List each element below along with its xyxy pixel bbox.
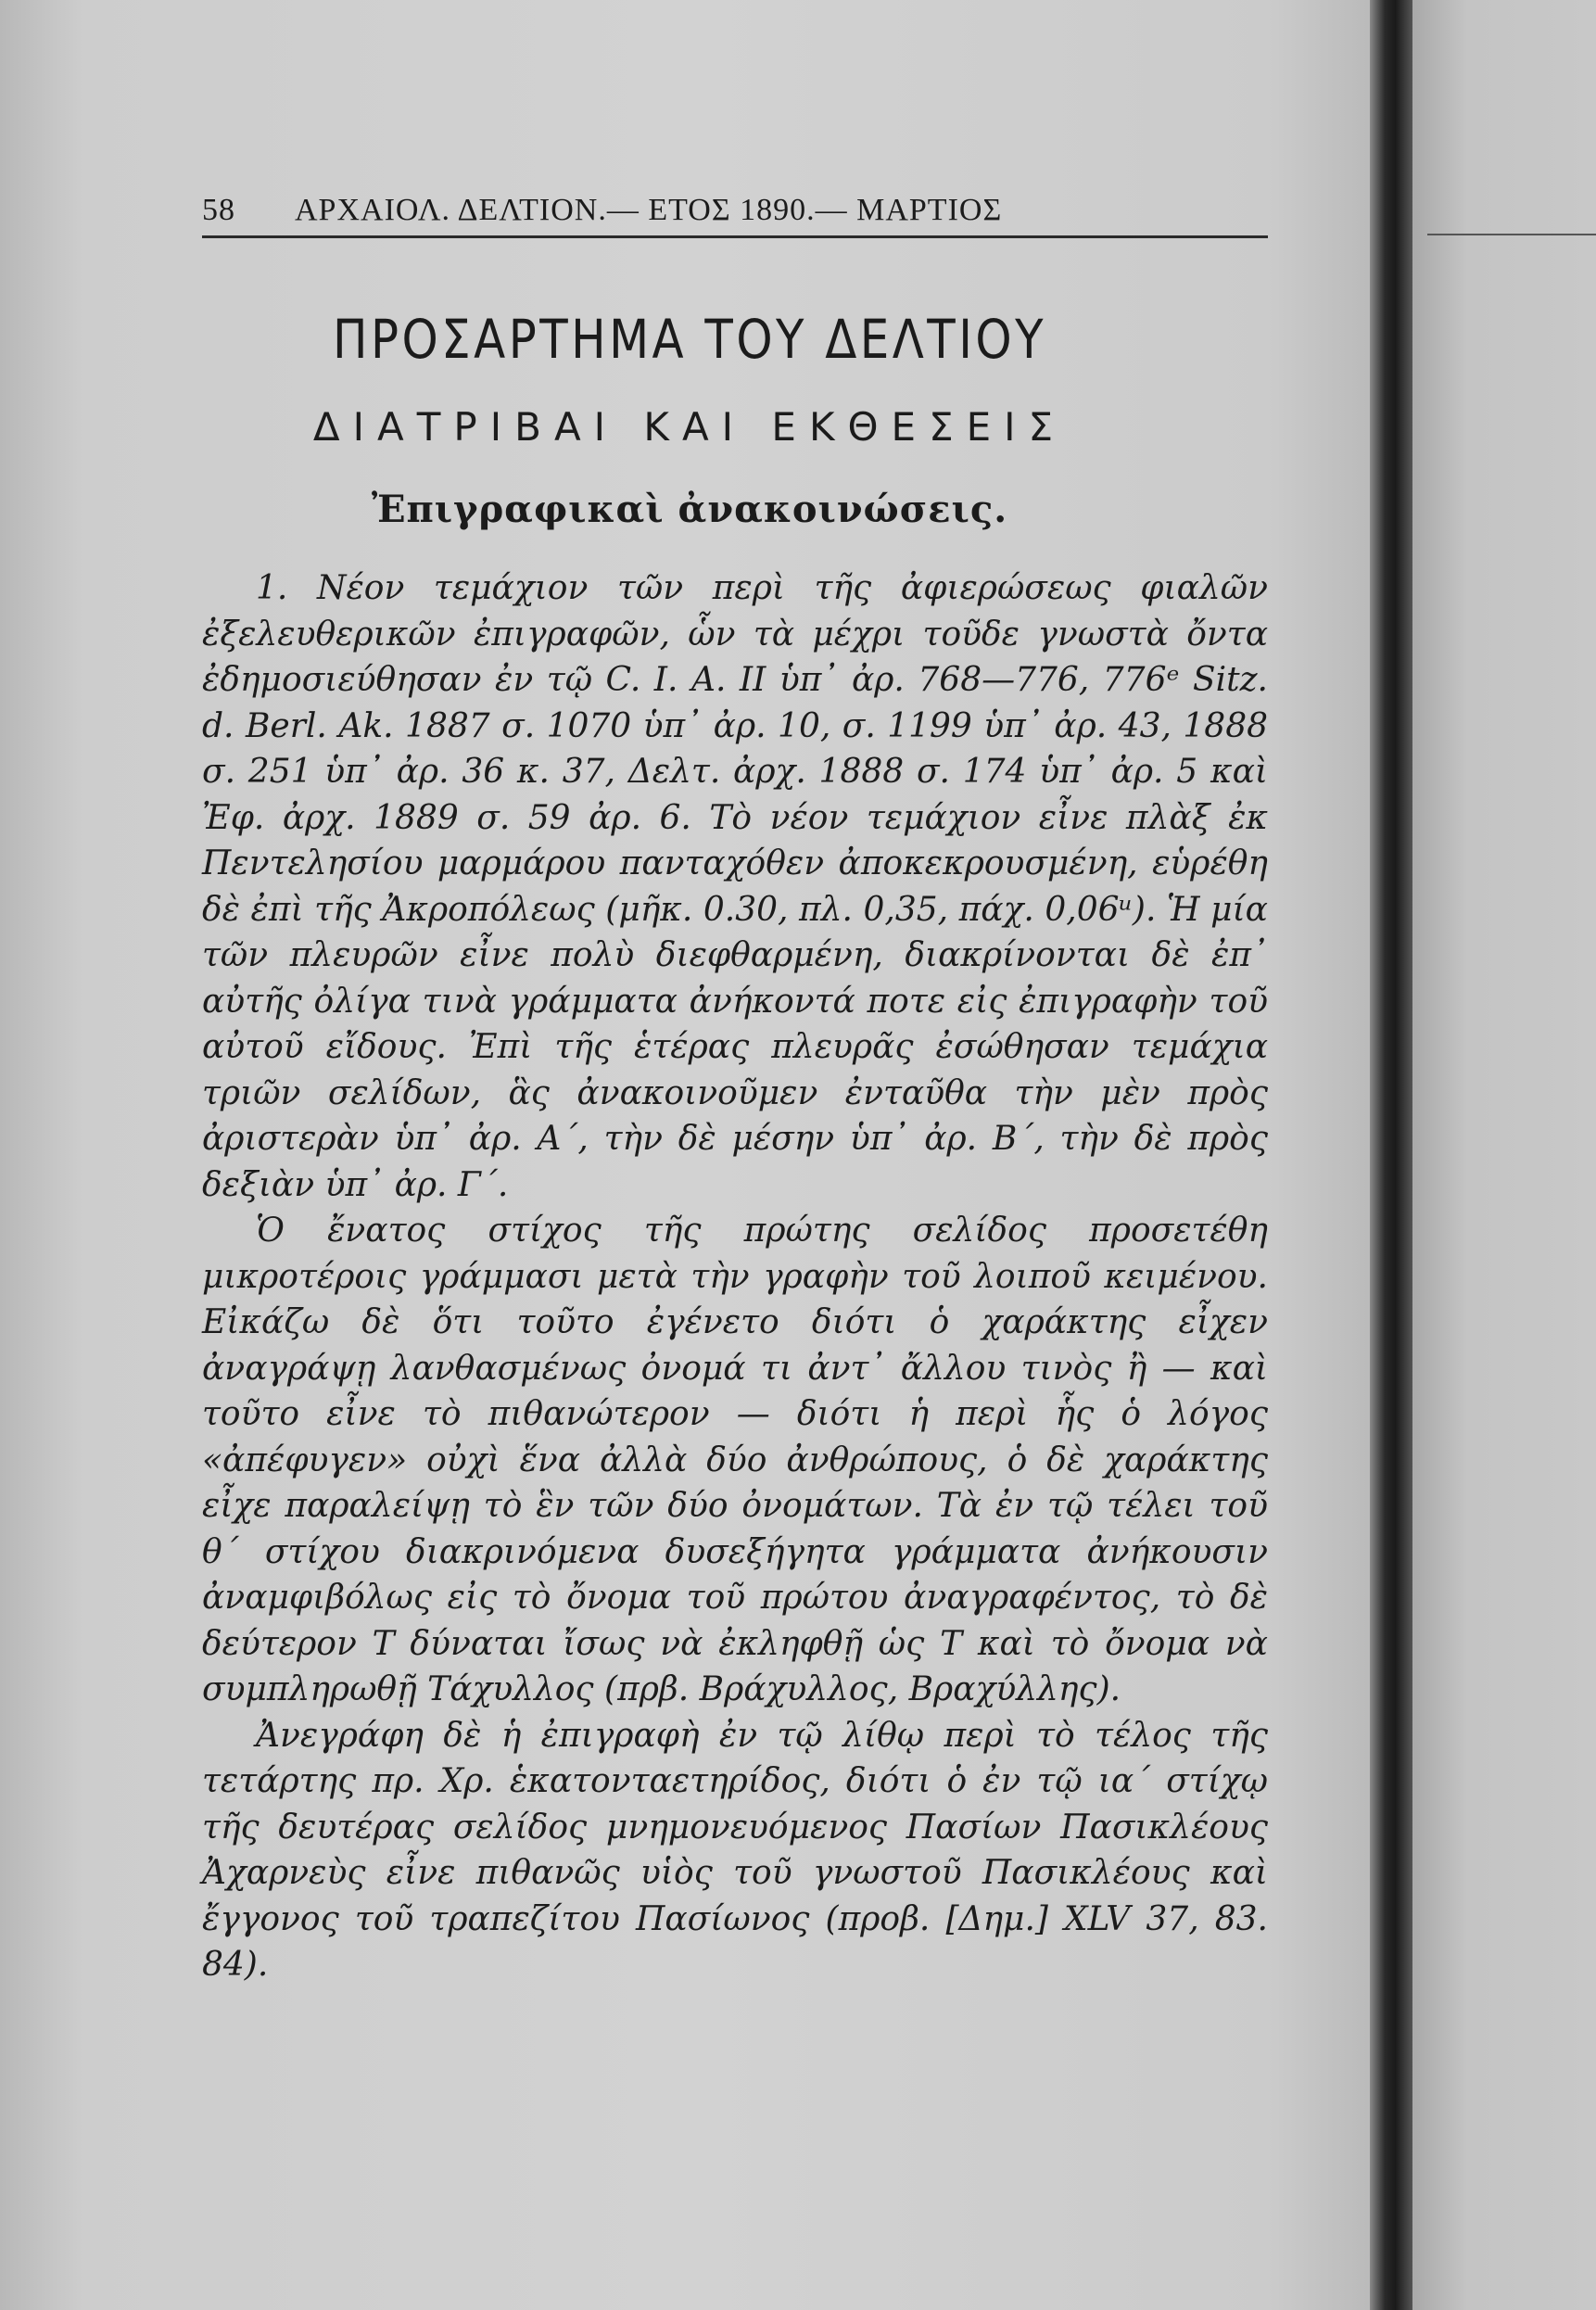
book-gutter	[1370, 0, 1412, 2310]
article-body	[202, 565, 1268, 1988]
paragraph-2: Ὁ ἔνατος στίχος τῆς πρώτης σελίδος προσετέθη μικροτέροις γράμμασι μετὰ τὴν γραφὴν τοῦ λοιποῦ κειμένου. Εἰκάζω δὲ ὅτι τοῦτο ἐγένετο διότι ὁ χαράκτης εἶχεν ἀναγράψῃ λανθασμένως ὀνομά τι ἀντ᾽ ἄλλου τινὸς ἢ — καὶ τοῦτο εἶνε τὸ πιθανώτερον — διότι ἡ περὶ ἧς ὁ λόγος «ἀπέφυγεν» οὐχὶ ἕνα ἀλλὰ δύο ἀνθρώπους, ὁ δὲ χαράκτης εἶχε παραλείψῃ τὸ ἓν τῶν δύο ὀνομάτων. Τὰ ἐν τῷ τέλει τοῦ θ΄ στίχου διακρινόμενα δυσεξήγητα γράμματα ἀνήκουσιν ἀναμφιβόλως εἰς τὸ ὄνομα τοῦ πρώτου ἀναγραφέντος, τὸ δὲ δεύτερον Τ δύναται ἴσως νὰ ἐκληφθῇ ὡς Τ καὶ τὸ ὄνομα νὰ συμπληρωθῇ Τάχυλλος (πρβ. Βράχυλλος, Βραχύλλης).	[202, 1212, 1268, 1708]
header-rule	[202, 235, 1268, 238]
running-head	[202, 193, 1268, 228]
paragraph-1: 1. Νέον τεμάχιον τῶν περὶ τῆς ἀφιερώσεως φιαλῶν ἐξελευθερικῶν ἐπιγραφῶν, ὧν τὰ μέχρι τοῦδε γνωστὰ ὄντα ἐδημοσιεύθησαν ἐν τῷ C. I. A. II ὑπ᾽ ἀρ. 768—776, 776ᵉ Sitz. d. Berl. Ak. 1887 σ. 1070 ὑπ᾽ ἀρ. 10, σ. 1199 ὑπ᾽ ἀρ. 43, 1888 σ. 251 ὑπ᾽ ἀρ. 36 κ. 37, Δελτ. ἀρχ. 1888 σ. 174 ὑπ᾽ ἀρ. 5 καὶ Ἐφ. ἀρχ. 1889 σ. 59 ἀρ. 6. Τὸ νέον τεμάχιον εἶνε πλὰξ ἐκ Πεντελησίου μαρμάρου πανταχόθεν ἀποκεκρουσμένη, εὑρέθη δὲ ἐπὶ τῆς Ἀκροπόλεως (μῆκ. 0.30, πλ. 0,35, πάχ. 0,06ᵘ). Ἡ μία τῶν πλευρῶν εἶνε πολὺ διεφθαρμένη, διακρίνονται δὲ ἐπ᾽ αὐτῆς ὀλίγα τινὰ γράμματα ἀνήκοντά ποτε εἰς ἐπιγραφὴν τοῦ αὐτοῦ εἴδους. Ἐπὶ τῆς ἑτέρας πλευρᾶς ἐσώθησαν τεμάχια τριῶν σελίδων, ἃς ἀνακοινοῦμεν ἐνταῦθα τὴν μὲν πρὸς ἀριστερὰν ὑπ᾽ ἀρ. Α΄, τὴν δὲ μέσην ὑπ᾽ ἀρ. Β΄, τὴν δὲ πρὸς δεξιὰν ὑπ᾽ ἀρ. Γ΄.	[202, 569, 1268, 1204]
appendix-subtitle: ΔΙΑΤΡΙΒΑΙ ΚΑΙ ΕΚΘΕΣΕΙΣ	[312, 404, 1067, 450]
paragraph-3: Ἀνεγράφη δὲ ἡ ἐπιγραφὴ ἐν τῷ λίθῳ περὶ τὸ τέλος τῆς τετάρτης πρ. Χρ. ἑκατονταετηρίδος, διότι ὁ ἐν τῷ ια΄ στίχῳ τῆς δευτέρας σελίδος μνημονευόμενος Πασίων Πασικλέους Ἀχαρνεὺς εἶνε πιθανῶς υἱὸς τοῦ γνωστοῦ Πασικλέους καὶ ἔγγονος τοῦ τραπεζίτου Πασίωνος (προβ. [Δημ.] XLV 37, 83. 84).	[202, 1716, 1268, 1984]
facing-page-edge	[1412, 0, 1596, 2310]
facing-page-rule	[1427, 234, 1596, 235]
running-head-text: ΑΡΧΑΙΟΛ. ΔΕΛΤΙΟΝ.— ΕΤΟΣ 1890.— ΜΑΡΤΙΟΣ	[295, 193, 1003, 227]
page-number: 58	[202, 193, 235, 227]
section-heading: Ἐπιγραφικαὶ ἀνακοινώσεις.	[371, 488, 1008, 531]
appendix-title: ΠΡΟΣΑΡΤΗΜΑ ΤΟΥ ΔΕΛΤΙΟΥ	[333, 308, 1046, 371]
